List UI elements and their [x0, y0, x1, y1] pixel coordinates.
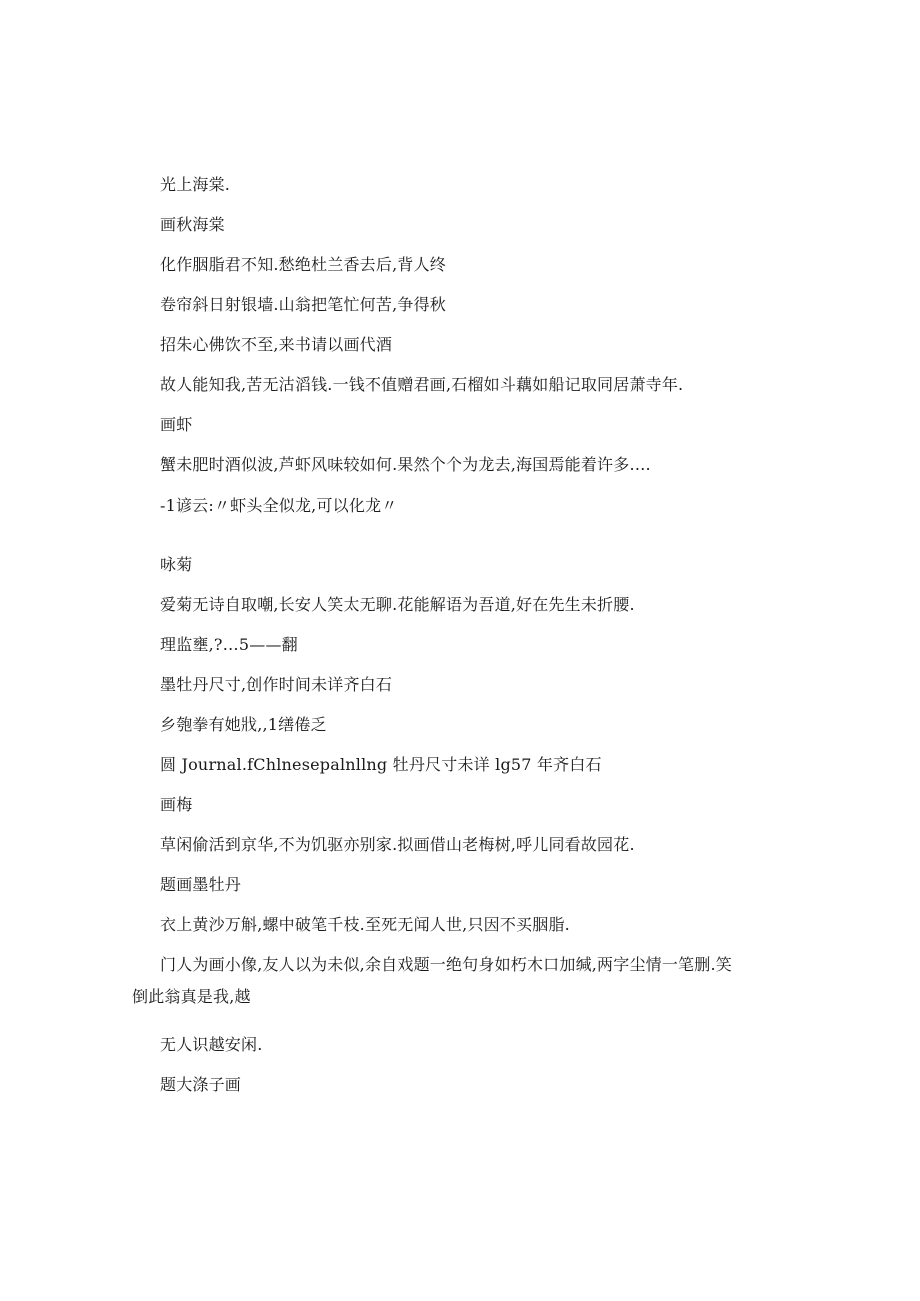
- text-line-19: 衣上黄沙万斛,螺中破笔千枝.至死无闻人世,只因不买胭脂.: [160, 915, 570, 934]
- text-line-20: 门人为画小像,友人以为未似,余自戏题一绝句身如朽木口加缄,两字尘情一笔删.笑: [160, 955, 732, 974]
- text-line-22: 无人识越安闲.: [160, 1035, 263, 1054]
- caption-ink-peony: 墨牡丹尺寸,创作时间未详齐白石: [160, 675, 393, 694]
- text-line-21: 倒此翁真是我,越: [132, 987, 251, 1006]
- text-line-8: 蟹未肥时酒似波,芦虾风味较如何.果然个个为龙去,海国焉能着许多.…: [160, 455, 651, 474]
- text-line-6: 故人能知我,苦无沽滔钱.一钱不值赠君画,石榴如斗藕如船记取同居萧寺年.: [160, 375, 684, 394]
- section-heading-ink-peony: 题画墨牡丹: [160, 875, 242, 894]
- section-heading-chrysanthemum: 咏菊: [160, 555, 193, 574]
- text-line-11: 爱菊无诗自取嘲,长安人笑太无聊.花能解语为吾道,好在先生未折腰.: [160, 595, 635, 614]
- caption-journal: 圆 Journal.fChlnesepalnllng 牡丹尺寸未详 lg57 年齐白石: [160, 755, 602, 774]
- text-line-12: 理监壅,?…5——翻: [160, 635, 298, 654]
- section-heading-dadizi: 题大涤子画: [160, 1075, 242, 1094]
- section-heading-shrimp: 画虾: [160, 415, 193, 434]
- text-line-14: 乡匏拳有她戕,,1缮倦乏: [160, 715, 327, 734]
- footnote-line: -1谚云:〃虾头全似龙,可以化龙〃: [160, 496, 398, 515]
- section-heading-plum: 画梅: [160, 795, 193, 814]
- text-line-4: 卷帘斜日射银墙.山翁把笔忙何苦,争得秋: [160, 295, 446, 314]
- text-line-17: 草闲偷活到京华,不为饥驱亦别家.拟画借山老梅树,呼儿同看故园花.: [160, 835, 635, 854]
- text-line-1: 光上海棠.: [160, 175, 231, 194]
- section-heading-invitation: 招朱心佛饮不至,来书请以画代酒: [160, 335, 393, 354]
- section-heading-autumn-begonia: 画秋海棠: [160, 215, 225, 234]
- text-line-3: 化作胭脂君不知.愁绝杜兰香去后,背人终: [160, 255, 446, 274]
